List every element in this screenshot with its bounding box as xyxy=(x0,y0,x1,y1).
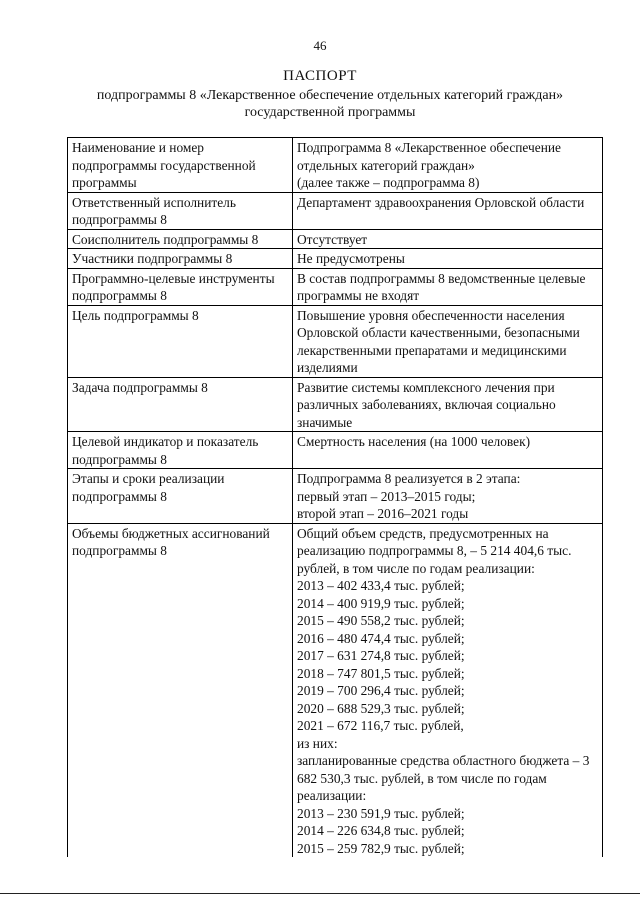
table-row xyxy=(68,432,603,469)
value-line: 2021 – 672 116,7 тыс. рублей, xyxy=(297,718,464,733)
table-row xyxy=(68,523,603,857)
row-label: Этапы и сроки реализации подпрограммы 8 xyxy=(68,469,293,524)
row-label: Задача подпрограммы 8 xyxy=(68,377,293,432)
value-line: 2020 – 688 529,3 тыс. рублей; xyxy=(297,700,465,716)
row-value xyxy=(293,192,603,229)
row-value xyxy=(293,432,603,469)
value-line: 2018 – 747 801,5 тыс. рублей; xyxy=(297,665,465,681)
page-bottom-rule xyxy=(0,893,640,894)
value-line: Департамент здравоохранения Орловской области xyxy=(297,194,585,210)
row-label: Участники подпрограммы 8 xyxy=(68,249,293,269)
table-row xyxy=(68,138,603,193)
value-line: первый этап – 2013–2015 годы; xyxy=(297,488,476,504)
value-line: Смертность населения (на 1000 человек) xyxy=(297,434,531,449)
value-line: 2019 – 700 296,4 тыс. рублей; xyxy=(297,683,465,698)
value-line: 2015 – 490 558,2 тыс. рублей; xyxy=(297,613,465,628)
row-value xyxy=(293,249,603,269)
row-value xyxy=(293,469,603,524)
table-row xyxy=(68,268,603,305)
table-row xyxy=(68,192,603,229)
table-row xyxy=(68,469,603,524)
value-line: Подпрограмма 8 «Лекарственное обеспечение отдельных категорий граждан» xyxy=(297,140,561,173)
row-value xyxy=(293,377,603,432)
value-line: В состав подпрограммы 8 ведомственные целевые программы не входят xyxy=(297,270,586,303)
subtitle-line-1: подпрограммы 8 «Лекарственное обеспечение отдельных категорий граждан» xyxy=(96,88,564,103)
value-line: 2015 – 259 782,9 тыс. рублей; xyxy=(297,840,465,856)
value-line: второй этап – 2016–2021 годы xyxy=(297,506,469,521)
value-line: 2017 – 631 274,8 тыс. рублей; xyxy=(297,648,465,663)
value-line: из них: xyxy=(297,735,338,751)
row-value xyxy=(293,523,603,857)
value-line: запланированные средства областного бюджета – 3 682 530,3 тыс. рублей, в том числе по годам реализации: xyxy=(297,753,590,803)
page-number: 46 xyxy=(313,38,327,53)
value-line: Не предусмотрены xyxy=(297,251,405,266)
row-label: Программно-целевые инструменты подпрограммы 8 xyxy=(68,268,293,305)
value-line: Подпрограмма 8 реализуется в 2 этапа: xyxy=(297,471,521,486)
document-subtitle xyxy=(70,87,590,121)
table-row xyxy=(68,377,603,432)
row-value xyxy=(293,305,603,377)
row-label: Цель подпрограммы 8 xyxy=(68,305,293,377)
row-label: Целевой индикатор и показатель подпрограммы 8 xyxy=(68,432,293,469)
table-row xyxy=(68,229,603,249)
row-value xyxy=(293,138,603,193)
document-title: ПАСПОРТ xyxy=(283,68,357,84)
value-line: 2014 – 226 634,8 тыс. рублей; xyxy=(297,823,465,838)
value-line: (далее также – подпрограмма 8) xyxy=(297,175,480,190)
value-line: 2013 – 402 433,4 тыс. рублей; xyxy=(297,578,465,593)
row-label: Объемы бюджетных ассигнований подпрограммы 8 xyxy=(68,523,293,857)
value-line: 2014 – 400 919,9 тыс. рублей; xyxy=(297,595,465,611)
row-label: Соисполнитель подпрограммы 8 xyxy=(68,229,293,249)
row-label: Ответственный исполнитель подпрограммы 8 xyxy=(68,192,293,229)
table-row xyxy=(68,305,603,377)
row-value xyxy=(293,268,603,305)
value-line: Развитие системы комплексного лечения при различных заболеваниях, включая социально значимые xyxy=(297,379,556,430)
subtitle-line-2: государственной программы xyxy=(244,105,416,120)
table-row xyxy=(68,249,603,269)
value-line: Отсутствует xyxy=(297,231,368,247)
row-value xyxy=(293,229,603,249)
value-line: 2016 – 480 474,4 тыс. рублей; xyxy=(297,630,465,646)
value-line: Общий объем средств, предусмотренных на реализацию подпрограммы 8, – 5 214 404,6 тыс. рублей, в том числе по годам реализации: xyxy=(297,525,572,576)
value-line: 2013 – 230 591,9 тыс. рублей; xyxy=(297,805,465,821)
row-label: Наименование и номер подпрограммы государственной программы xyxy=(68,138,293,193)
value-line: Повышение уровня обеспеченности населения Орловской области качественными, безопасными лекарственными препаратами и медицинскими изделиями xyxy=(297,307,580,375)
passport-table xyxy=(67,137,603,857)
